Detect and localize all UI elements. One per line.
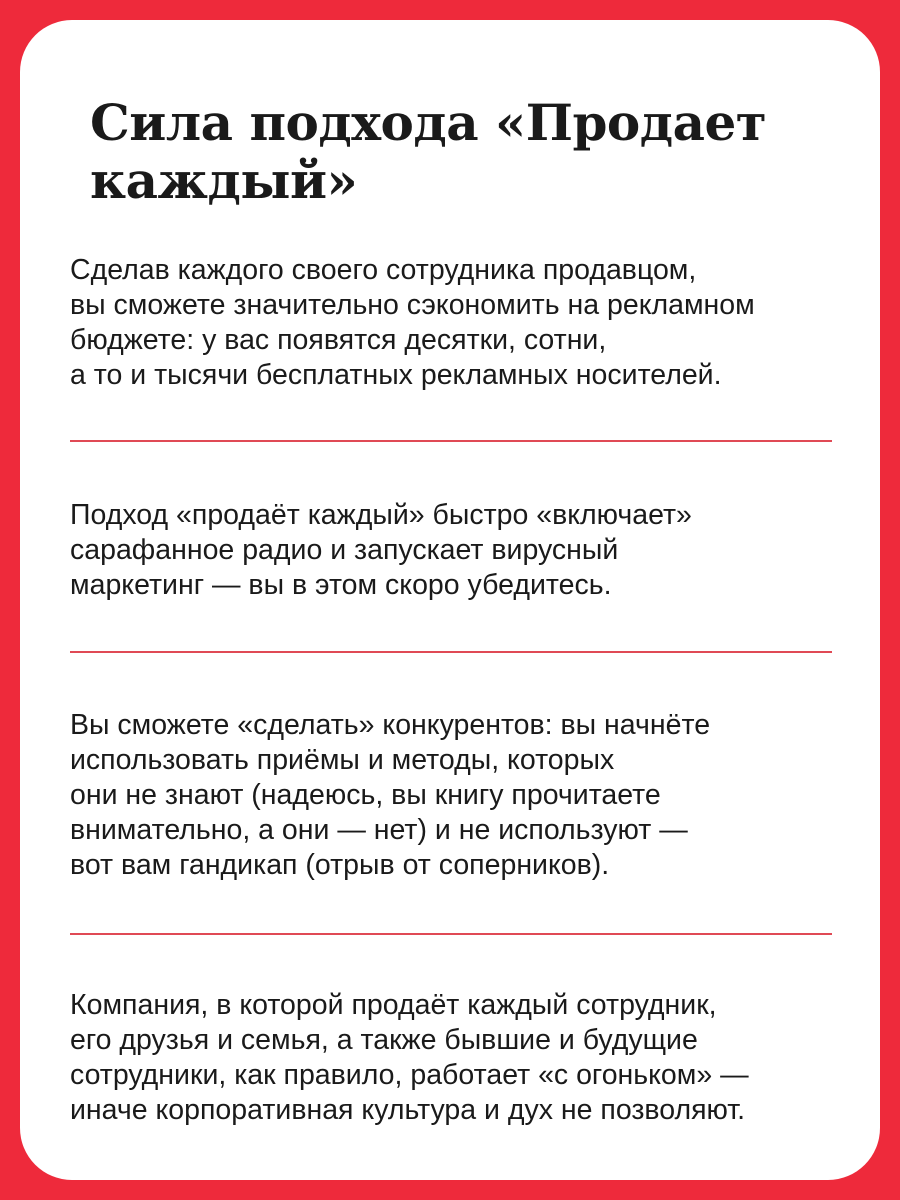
paragraph-competitors [70, 708, 840, 883]
text-line: внимательно, а они — нет) и не используют — [70, 814, 688, 846]
text-line: маркетинг — вы в этом скоро убедитесь. [70, 569, 612, 601]
text-line: Компания, в которой продаёт каждый сотрудник, [70, 989, 717, 1021]
page-title [90, 94, 830, 210]
paragraph-word-of-mouth [70, 498, 840, 603]
text-line: вот вам гандикап (отрыв от соперников). [70, 849, 610, 881]
text-line: иначе корпоративная культура и дух не позволяют. [70, 1094, 746, 1126]
text-line: использовать приёмы и методы, которых [70, 744, 615, 776]
paragraph-savings [70, 253, 840, 393]
title-line: Сила подхода «Продает [90, 93, 767, 152]
text-line: а то и тысячи бесплатных рекламных носителей. [70, 359, 722, 391]
text-line: Вы сможете «сделать» конкурентов: вы начнёте [70, 709, 711, 741]
text-line: они не знают (надеюсь, вы книгу прочитаете [70, 779, 661, 811]
text-line: вы сможете значительно сэкономить на рекламном [70, 289, 755, 321]
text-line: сотрудники, как правило, работает «с огоньком» — [70, 1059, 749, 1091]
text-line: Сделав каждого своего сотрудника продавцом, [70, 254, 697, 286]
text-line: его друзья и семья, а также бывшие и будущие [70, 1024, 698, 1056]
paragraph-company-culture [70, 988, 840, 1128]
section-divider [70, 933, 832, 935]
text-line: бюджете: у вас появятся десятки, сотни, [70, 324, 607, 356]
text-line: Подход «продаёт каждый» быстро «включает» [70, 499, 692, 531]
text-line: сарафанное радио и запускает вирусный [70, 534, 619, 566]
title-line: каждый» [90, 151, 358, 210]
section-divider [70, 651, 832, 653]
section-divider [70, 440, 832, 442]
